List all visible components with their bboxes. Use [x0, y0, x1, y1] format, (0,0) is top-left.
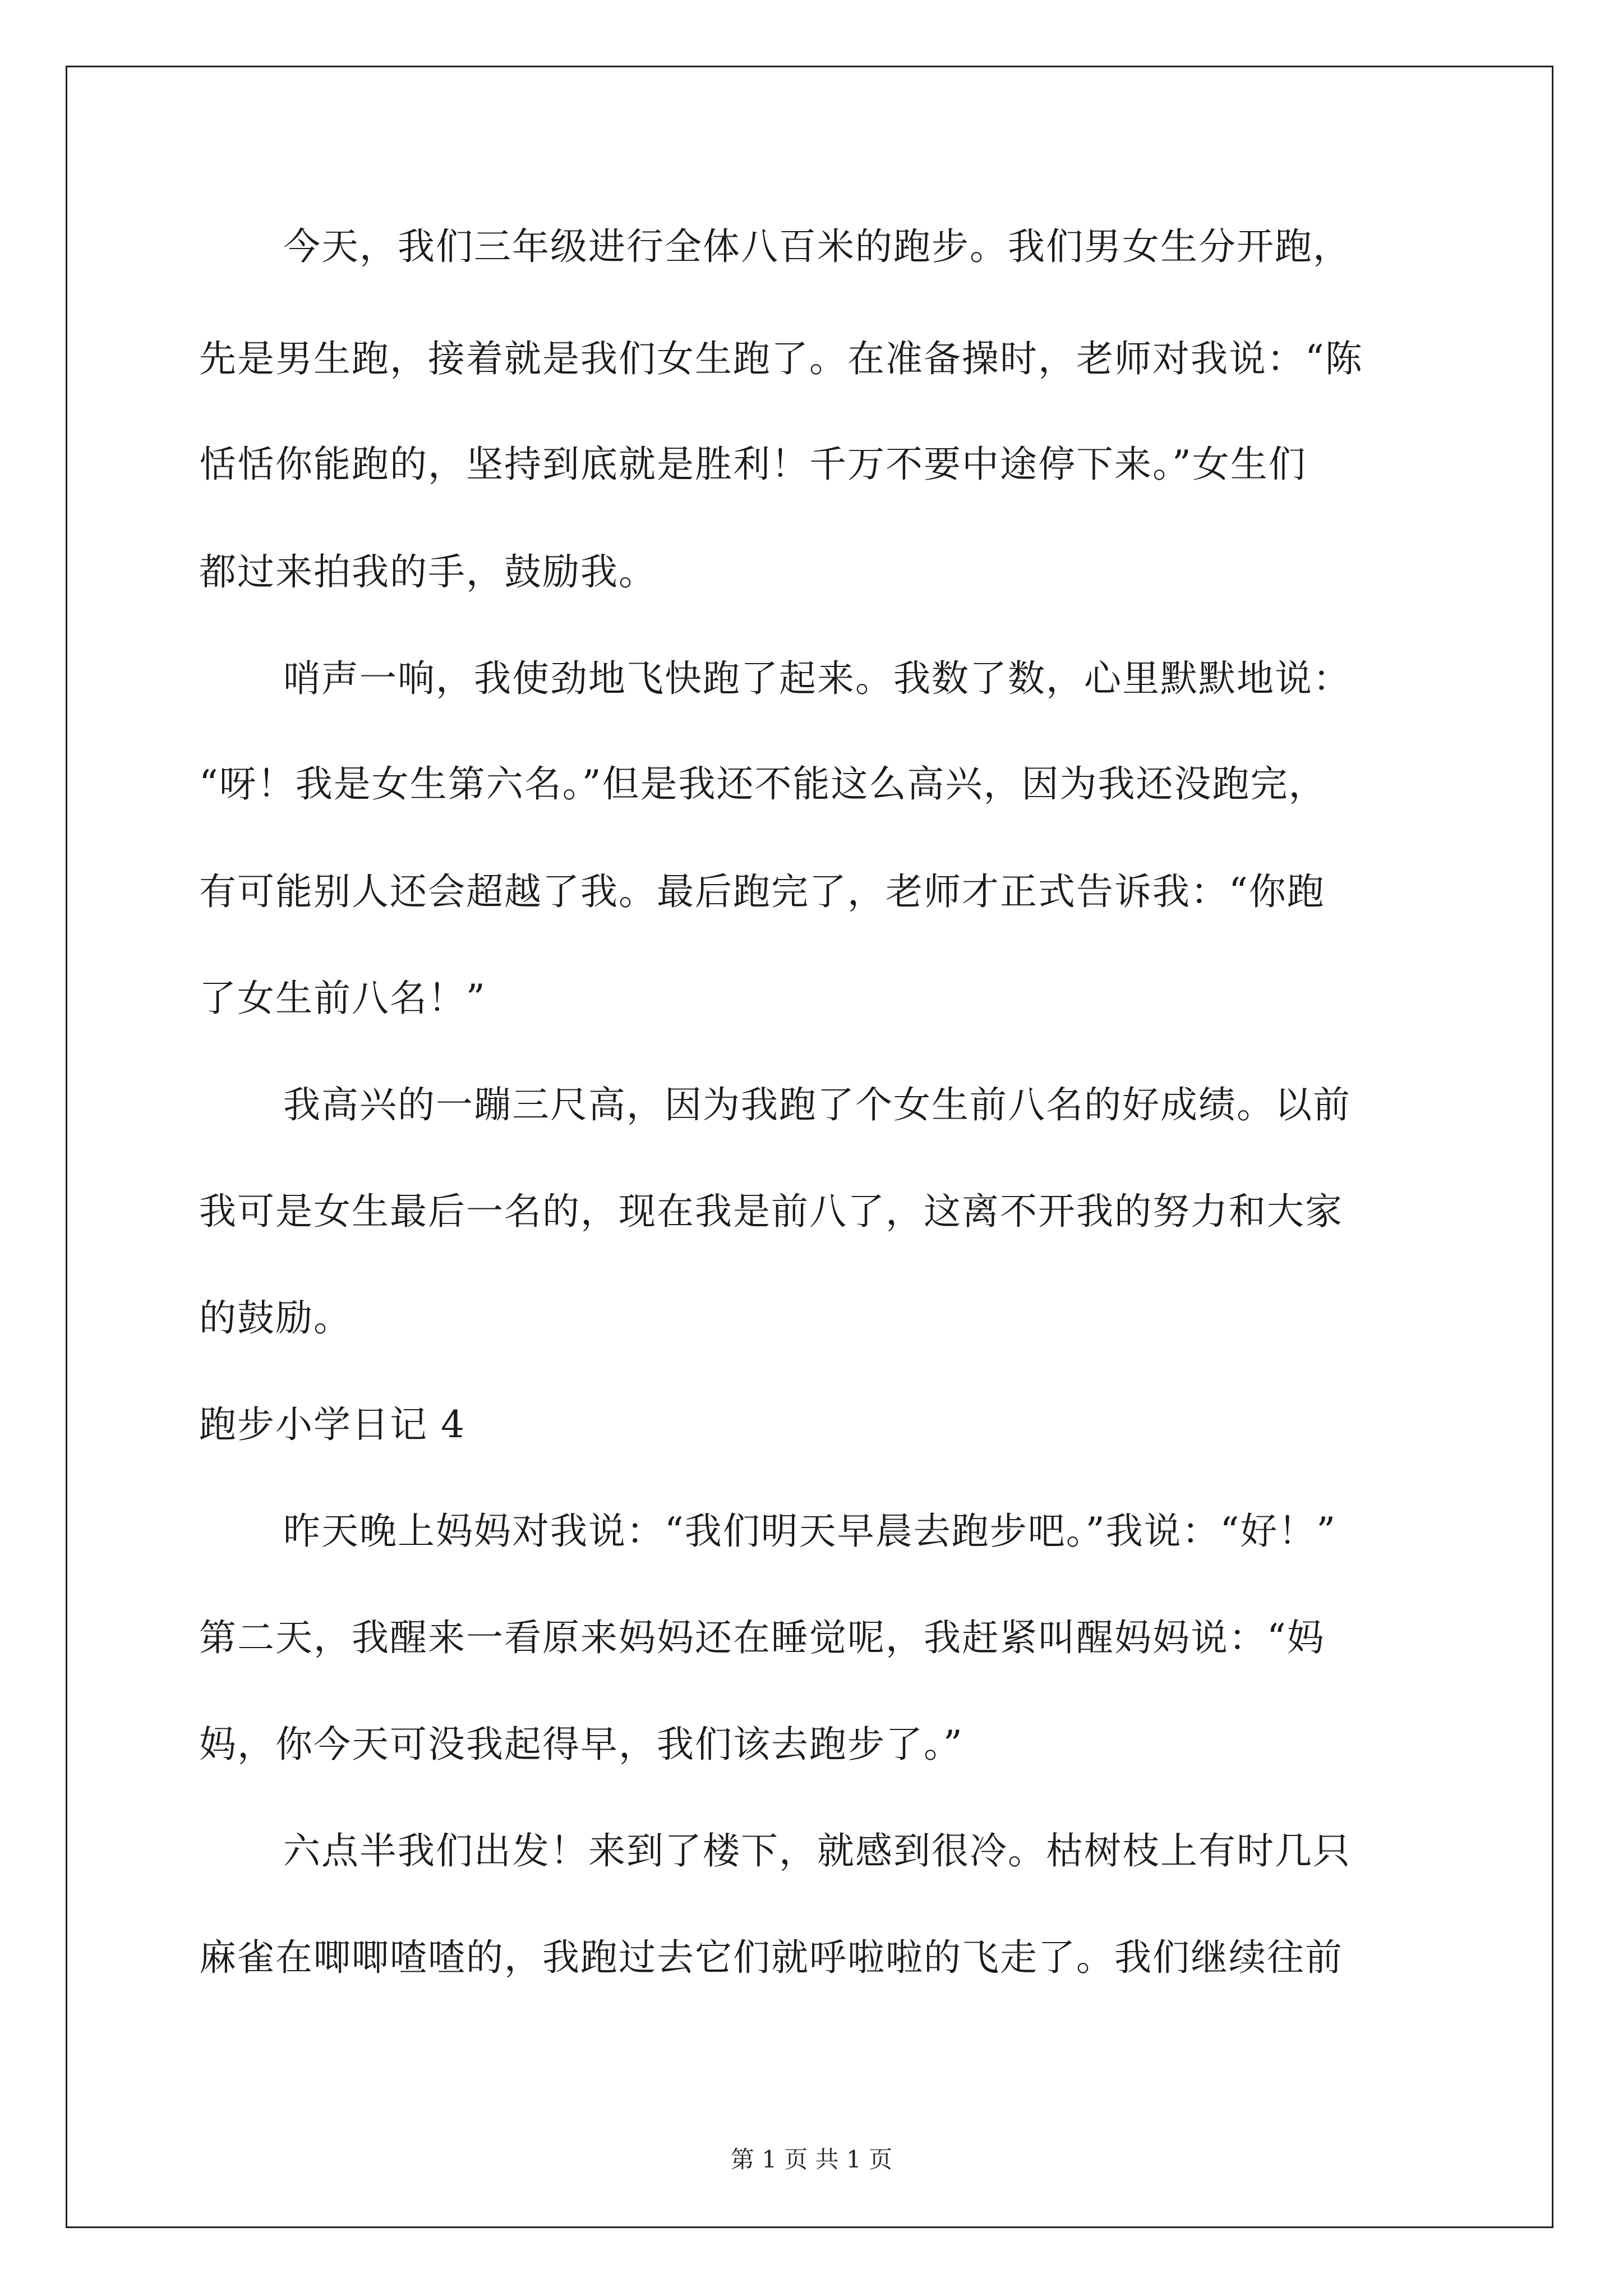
paragraph-3-line-3: 的鼓励。 [199, 1296, 352, 1340]
paragraph-5-line-1: 六点半我们出发！来到了楼下，就感到很冷。枯树枝上有时几只 [283, 1829, 1351, 1872]
page-border [66, 66, 1553, 2228]
page-footer: 第 1 页 共 1 页 [730, 2146, 893, 2173]
paragraph-2-line-3: 有可能别人还会超越了我。最后跑完了，老师才正式告诉我：“你跑 [199, 870, 1325, 913]
paragraph-2-line-1: 哨声一响，我使劲地飞快跑了起来。我数了数，心里默默地说： [283, 657, 1351, 700]
paragraph-2-line-2: “呀！我是女生第六名。”但是我还不能这么高兴，因为我还没跑完， [199, 762, 1327, 806]
paragraph-1-line-4: 都过来拍我的手，鼓励我。 [199, 550, 657, 593]
section-heading: 跑步小学日记 4 [199, 1403, 465, 1446]
paragraph-1-line-3: 恬恬你能跑的，坚持到底就是胜利！千万不要中途停下来。”女生们 [199, 443, 1307, 486]
paragraph-1-line-2: 先是男生跑，接着就是我们女生跑了。在准备操时，老师对我说：“陈 [199, 337, 1363, 380]
paragraph-3-line-1: 我高兴的一蹦三尺高，因为我跑了个女生前八名的好成绩。以前 [283, 1083, 1351, 1126]
paragraph-2-line-4: 了女生前八名！” [199, 977, 486, 1020]
paragraph-3-line-2: 我可是女生最后一名的，现在我是前八了，这离不开我的努力和大家 [199, 1190, 1343, 1233]
paragraph-1-line-1: 今天，我们三年级进行全体八百米的跑步。我们男女生分开跑， [283, 225, 1351, 268]
paragraph-4-line-2: 第二天，我醒来一看原来妈妈还在睡觉呢，我赶紧叫醒妈妈说：“妈 [199, 1616, 1325, 1659]
paragraph-4-line-1: 昨天晚上妈妈对我说：“我们明天早晨去跑步吧。”我说：“好！” [283, 1510, 1336, 1553]
paragraph-4-line-3: 妈，你今天可没我起得早，我们该去跑步了。” [199, 1723, 963, 1766]
paragraph-5-line-2: 麻雀在唧唧喳喳的，我跑过去它们就呼啦啦的飞走了。我们继续往前 [199, 1936, 1343, 1979]
